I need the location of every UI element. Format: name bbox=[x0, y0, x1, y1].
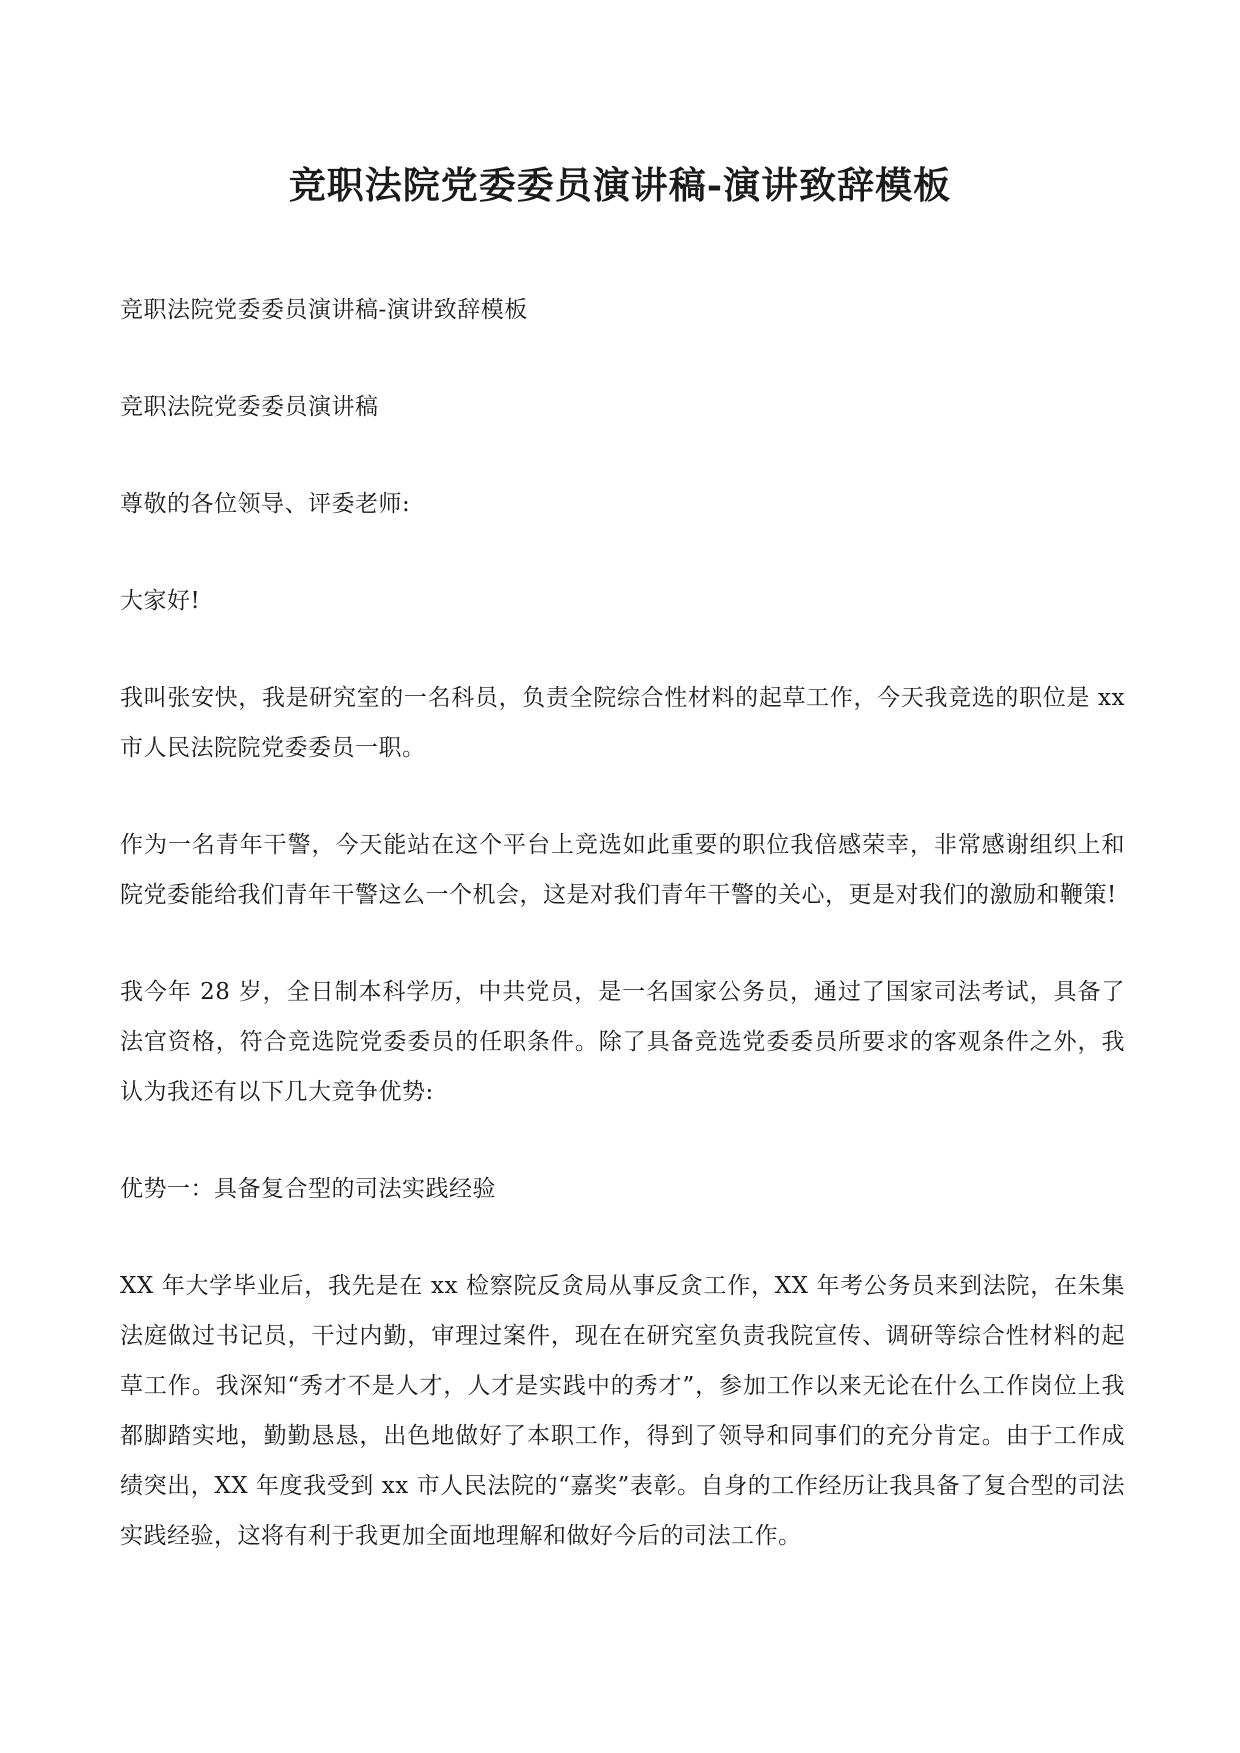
paragraph-experience: XX 年大学毕业后，我先是在 xx 检察院反贪局从事反贪工作，XX 年考公务员来到法院，在朱集法庭做过书记员，干过内勤，审理过案件，现在在研究室负责我院宣传、调研等综合性材料的起草工作。我深知“秀才不是人才，人才是实践中的秀才”，参加工作以来无论在什么工作岗位上我都脚踏实地，勤勤恳恳，出色地做好了本职工作，得到了领导和同事们的充分肯定。由于工作成绩突出，XX 年度我受到 xx 市人民法院的“嘉奖”表彰。自身的工作经历让我具备了复合型的司法实践经验，这将有利于我更加全面地理解和做好今后的司法工作。 bbox=[120, 1273, 1125, 1549]
document-body bbox=[120, 285, 1125, 1608]
paragraph-gratitude: 作为一名青年干警，今天能站在这个平台上竞选如此重要的职位我倍感荣幸，非常感谢组织上和院党委能给我们青年干警这么一个机会，这是对我们青年干警的关心，更是对我们的激励和鞭策! bbox=[120, 832, 1125, 908]
paragraph-qualifications: 我今年 28 岁，全日制本科学历，中共党员，是一名国家公务员，通过了国家司法考试，具备了法官资格，符合竞选院党委委员的任职条件。除了具备竞选党委委员所要求的客观条件之外，我认为我还有以下几大竞争优势: bbox=[120, 979, 1125, 1105]
paragraph-subtitle: 竞职法院党委委员演讲稿-演讲致辞模板 bbox=[120, 297, 528, 323]
paragraph-introduction: 我叫张安快，我是研究室的一名科员，负责全院综合性材料的起草工作，今天我竞选的职位是 xx 市人民法院院党委委员一职。 bbox=[120, 685, 1125, 761]
paragraph-advantage-heading: 优势一：具备复合型的司法实践经验 bbox=[120, 1176, 496, 1202]
paragraph-salutation: 尊敬的各位领导、评委老师: bbox=[120, 491, 411, 517]
paragraph-greeting: 大家好! bbox=[120, 588, 201, 614]
paragraph-speech-title: 竞职法院党委委员演讲稿 bbox=[120, 394, 379, 420]
document-title: 竞职法院党委委员演讲稿-演讲致辞模板 bbox=[288, 163, 952, 207]
